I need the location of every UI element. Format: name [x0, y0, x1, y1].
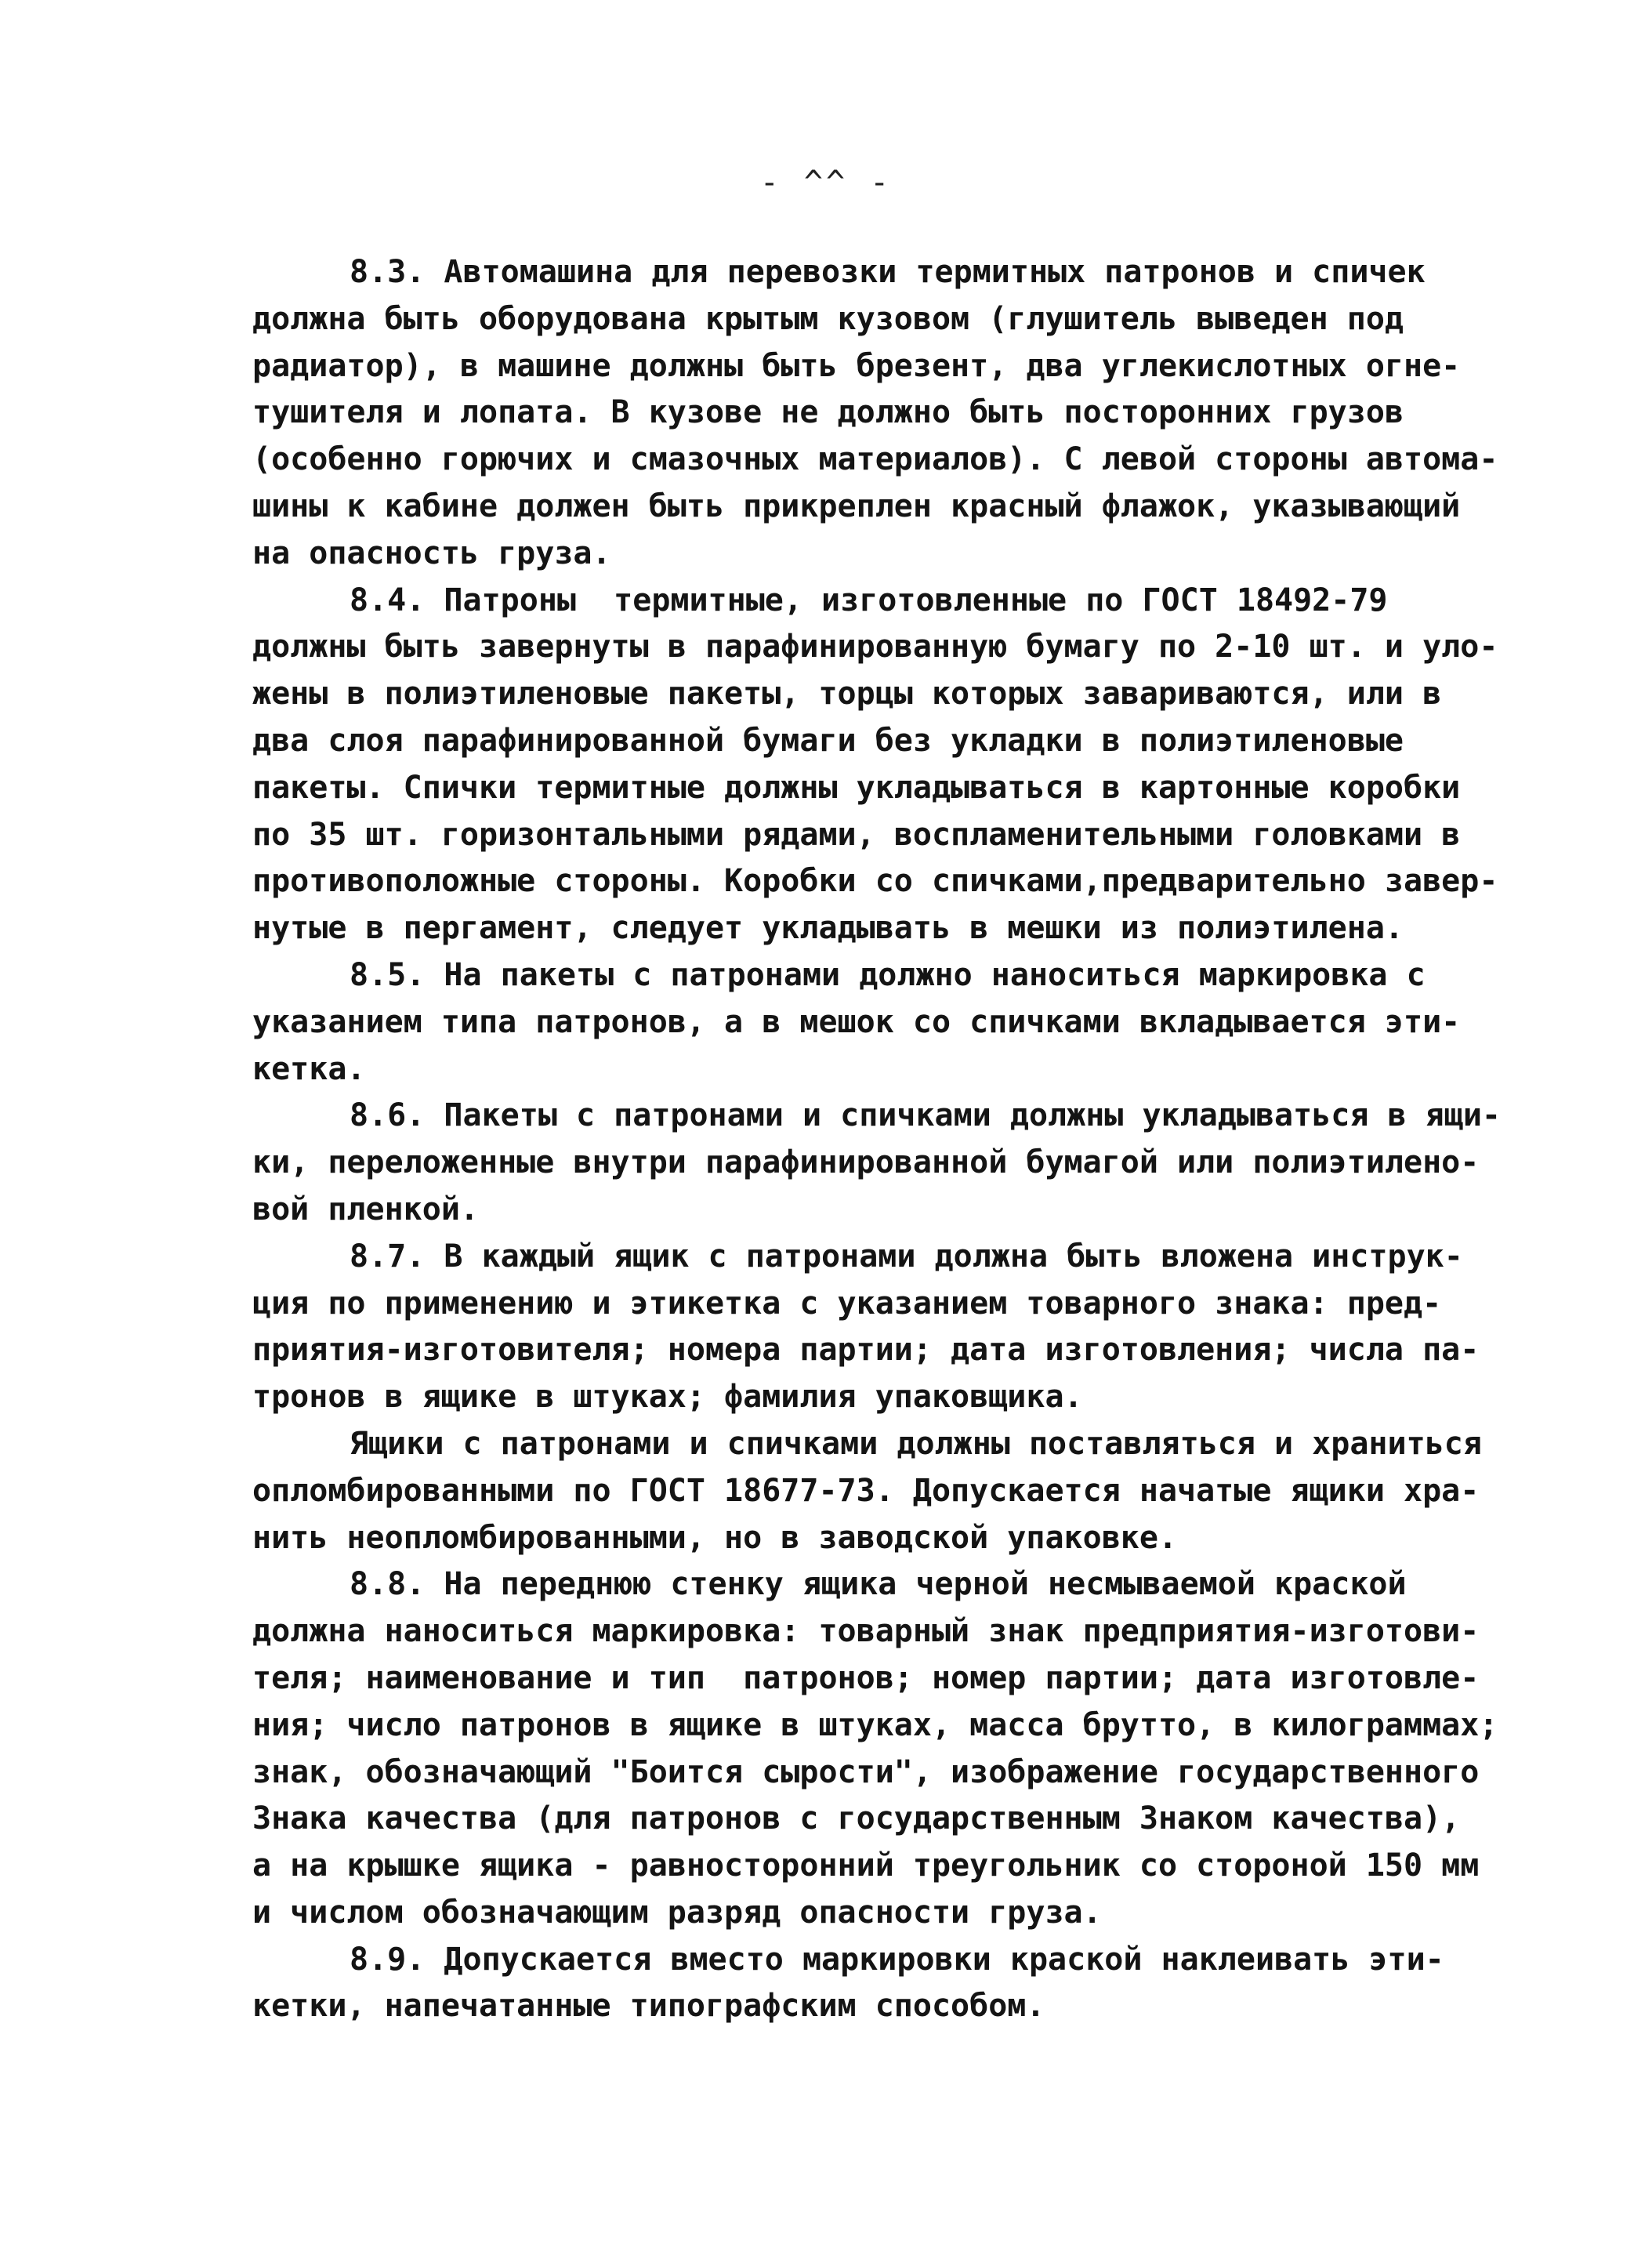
document-body: [252, 249, 1538, 2030]
text-line: кетка.: [252, 1050, 366, 1087]
text-line: тушителя и лопата. В кузове не должно быть посторонних грузов: [252, 394, 1404, 431]
text-line: 8.5. На пакеты с патронами должно наноситься маркировка с: [350, 956, 1426, 993]
text-line: по 35 шт. горизонтальными рядами, воспламенительными головками в: [252, 816, 1461, 853]
text-line: на опасность груза.: [252, 535, 611, 571]
text-line: должна наноситься маркировка: товарный знак предприятия-изготови-: [252, 1613, 1480, 1650]
text-line: жены в полиэтиленовые пакеты, торцы которых завариваются, или в: [252, 676, 1442, 713]
text-line: радиатор), в машине должны быть брезент, два углекислотных огне-: [252, 347, 1461, 384]
text-line: 8.3. Автомашина для перевозки термитных патронов и спичек: [350, 254, 1426, 290]
text-line: вой пленкой.: [252, 1191, 479, 1227]
text-line: знак, обозначающий "Боится сырости", изображение государственного: [252, 1753, 1480, 1790]
text-line: ния; число патронов в ящике в штуках, масса брутто, в килограммах;: [252, 1706, 1498, 1743]
text-line: нить неопломбированными, но в заводской упаковке.: [252, 1519, 1178, 1556]
text-line: а на крышке ящика - равносторонний треугольник со стороной 150 мм: [252, 1847, 1480, 1884]
text-line: должна быть оборудована крытым кузовом (глушитель выведен под: [252, 300, 1404, 337]
text-line: Знака качества (для патронов с государственным Знаком качества),: [252, 1800, 1461, 1837]
text-line: указанием типа патронов, а в мешок со спичками вкладывается эти-: [252, 1003, 1461, 1040]
text-line: (особенно горючих и смазочных материалов). С левой стороны автома-: [252, 441, 1498, 478]
text-line: ция по применению и этикетка с указанием товарного знака: пред-: [252, 1285, 1442, 1322]
text-line: кетки, напечатанные типографским способом.: [252, 1988, 1045, 2025]
text-line: 8.4. Патроны термитные, изготовленные по ГОСТ 18492-79: [350, 582, 1388, 618]
text-line: 8.6. Пакеты с патронами и спичками должны укладываться в ящи-: [350, 1097, 1502, 1134]
page-number: - ^^ -: [759, 165, 893, 201]
text-line: противоположные стороны. Коробки со спичками,предварительно завер-: [252, 863, 1498, 900]
text-line: и числом обозначающим разряд опасности груза.: [252, 1894, 1102, 1931]
text-line: приятия-изготовителя; номера партии; дата изготовления; числа па-: [252, 1332, 1480, 1369]
text-line: должны быть завернуты в парафинированную бумагу по 2-10 шт. и уло-: [252, 629, 1498, 665]
text-line: ки, переложенные внутри парафинированной бумагой или полиэтилено-: [252, 1144, 1480, 1181]
text-line: шины к кабине должен быть прикреплен красный флажок, указывающий: [252, 488, 1461, 524]
text-line: нутые в пергамент, следует укладывать в мешки из полиэтилена.: [252, 910, 1404, 947]
text-line: опломбированными по ГОСТ 18677-73. Допускается начатые ящики хра-: [252, 1472, 1480, 1509]
text-line: теля; наименование и тип патронов; номер партии; дата изготовле-: [252, 1659, 1480, 1696]
text-line: два слоя парафинированной бумаги без укладки в полиэтиленовые: [252, 722, 1404, 759]
text-line: 8.9. Допускается вместо маркировки краской наклеивать эти-: [350, 1941, 1444, 1978]
text-line: тронов в ящике в штуках; фамилия упаковщика.: [252, 1379, 1083, 1416]
text-line: 8.8. На переднюю стенку ящика черной несмываемой краской: [350, 1566, 1407, 1603]
text-line: пакеты. Спички термитные должны укладываться в картонные коробки: [252, 769, 1461, 806]
text-line: Ящики с патронами и спичками должны поставляться и храниться: [350, 1425, 1482, 1462]
text-line: 8.7. В каждый ящик с патронами должна быть вложена инструк-: [350, 1238, 1463, 1275]
